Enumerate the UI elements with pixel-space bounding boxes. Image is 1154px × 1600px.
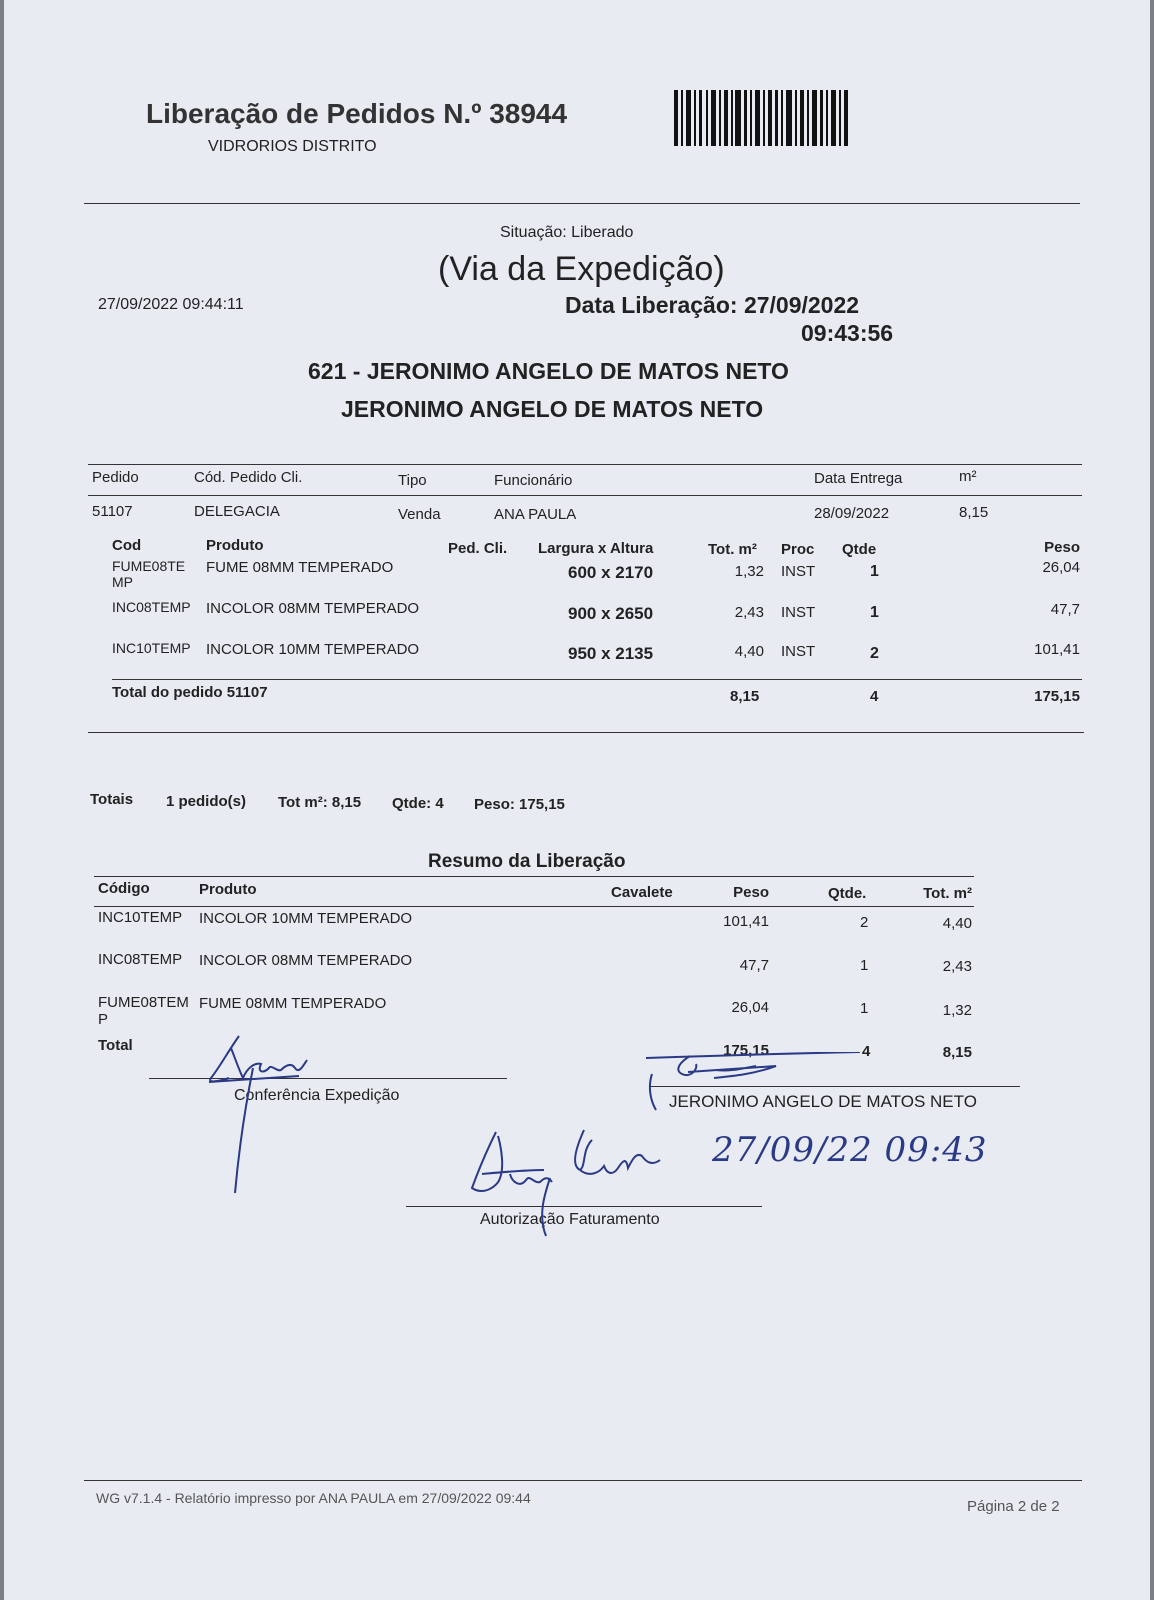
items-col-proc: Proc: [781, 541, 815, 558]
items-col-tot-m2: Tot. m²: [708, 541, 757, 558]
footer-rule: [84, 1480, 1082, 1481]
item-dimensions: 950 x 2135: [568, 644, 654, 663]
footer-page-number: Página 2 de 2: [967, 1498, 1060, 1515]
totals-qtde: Qtde: 4: [392, 795, 444, 812]
item-dimensions: 600 x 2170: [568, 563, 654, 582]
summary-tot-m2: 1,32: [942, 1002, 972, 1019]
totals-peso: Peso: 175,15: [474, 796, 565, 813]
handwritten-date: 27/09/22 09:43: [712, 1130, 988, 1170]
item-tot-m2: 1,32: [734, 563, 764, 580]
order-m2: 8,15: [959, 504, 989, 521]
col-tipo: Tipo: [398, 472, 427, 489]
col-pedido: Pedido: [92, 469, 139, 486]
item-tot-m2: 2,43: [734, 604, 764, 621]
summary-col-qtde: Qtde.: [828, 885, 867, 902]
item-product: INCOLOR 08MM TEMPERADO: [206, 600, 420, 617]
totals-label: Totais: [90, 791, 134, 808]
release-date-label: Data Liberação: 27/09/2022: [565, 292, 860, 318]
summary-tot-m2: 4,40: [942, 915, 972, 932]
col-cod-pedido-cli: Cód. Pedido Cli.: [194, 469, 303, 486]
item-dimensions: 900 x 2650: [568, 604, 654, 623]
signature-label-customer: JERONIMO ANGELO DE MATOS NETO: [669, 1092, 977, 1111]
order-type: Venda: [398, 506, 441, 523]
order-total-peso: 175,15: [1034, 688, 1080, 705]
item-qtde: 1: [870, 604, 879, 621]
summary-code: INC10TEMP: [98, 909, 183, 926]
item-peso: 26,04: [1042, 559, 1080, 576]
summary-col-produto: Produto: [199, 881, 257, 898]
col-funcionario: Funcionário: [494, 472, 573, 489]
item-proc: INST: [781, 643, 816, 660]
handwritten-signature-expedicao: [199, 1028, 319, 1198]
col-data-entrega: Data Entrega: [814, 470, 903, 487]
item-qtde: 1: [870, 563, 879, 580]
item-peso: 101,41: [1034, 641, 1080, 658]
document-title: Liberação de Pedidos N.º 38944: [146, 98, 568, 129]
summary-total-tot-m2: 8,15: [942, 1044, 972, 1061]
summary-code: INC08TEMP: [98, 951, 183, 968]
summary-peso: 26,04: [731, 999, 769, 1016]
items-col-largura-altura: Largura x Altura: [538, 540, 654, 557]
footer-print-info: WG v7.1.4 - Relatório impresso por ANA PAULA em 27/09/2022 09:44: [96, 1490, 531, 1506]
summary-total-label: Total: [98, 1037, 133, 1054]
item-qtde: 2: [870, 645, 879, 662]
items-col-produto: Produto: [206, 537, 264, 554]
order-total-m2: 8,15: [730, 688, 760, 705]
order-table-bottom-rule: [88, 732, 1084, 733]
items-col-peso: Peso: [1044, 539, 1080, 556]
summary-product: INCOLOR 10MM TEMPERADO: [199, 910, 413, 927]
handwritten-signature-customer: [644, 1052, 864, 1114]
item-product: FUME 08MM TEMPERADO: [206, 559, 394, 576]
items-total-rule: [112, 679, 1082, 680]
summary-product: FUME 08MM TEMPERADO: [199, 995, 387, 1012]
order-number: 51107: [92, 503, 133, 520]
delivery-date: 28/09/2022: [814, 505, 890, 522]
item-code: FUME08TEMP: [112, 558, 186, 590]
handwritten-signature-faturamento: [464, 1126, 674, 1242]
order-total-label: Total do pedido 51107: [112, 684, 268, 701]
copy-type-title: (Via da Expedição): [438, 250, 725, 288]
item-proc: INST: [781, 563, 816, 580]
summary-col-peso: Peso: [733, 884, 769, 901]
summary-top-rule: [94, 876, 974, 877]
summary-title: Resumo da Liberação: [428, 851, 626, 872]
header-divider: [84, 203, 1080, 204]
summary-code: FUME08TEMP: [98, 994, 189, 1028]
barcode-icon: [672, 90, 850, 146]
summary-col-tot-m2: Tot. m²: [923, 885, 972, 902]
item-tot-m2: 4,40: [734, 643, 764, 660]
item-proc: INST: [781, 604, 816, 621]
item-code: INC08TEMP: [112, 599, 191, 615]
summary-total-peso: 175,15: [723, 1042, 769, 1059]
document-page: [4, 0, 1150, 1600]
summary-header-rule: [94, 906, 974, 907]
company-name: VIDRORIOS DISTRITO: [208, 138, 377, 155]
order-table-top-rule: [88, 464, 1082, 465]
item-peso: 47,7: [1050, 601, 1080, 618]
summary-peso: 47,7: [739, 957, 769, 974]
items-col-cod: Cod: [112, 537, 142, 554]
customer-code-name: 621 - JERONIMO ANGELO DE MATOS NETO: [308, 358, 789, 384]
order-table-header-rule: [88, 495, 1082, 496]
col-m2: m²: [959, 468, 977, 485]
release-time: 09:43:56: [801, 320, 894, 346]
summary-product: INCOLOR 08MM TEMPERADO: [199, 952, 413, 969]
items-col-qtde: Qtde: [842, 541, 877, 558]
items-col-ped-cli: Ped. Cli.: [448, 540, 508, 557]
customer-name: JERONIMO ANGELO DE MATOS NETO: [341, 396, 764, 422]
print-timestamp: 27/09/2022 09:44:11: [98, 296, 244, 313]
summary-qtde: 2: [860, 914, 869, 931]
summary-peso: 101,41: [723, 913, 769, 930]
signature-label-expedicao: Conferência Expedição: [234, 1087, 400, 1104]
totals-orders: 1 pedido(s): [166, 793, 247, 810]
summary-qtde: 1: [860, 1000, 869, 1017]
summary-col-cavalete: Cavalete: [611, 884, 673, 901]
client-order-code: DELEGACIA: [194, 503, 280, 520]
summary-col-codigo: Código: [98, 880, 150, 897]
item-product: INCOLOR 10MM TEMPERADO: [206, 641, 420, 658]
summary-tot-m2: 2,43: [942, 958, 972, 975]
employee: ANA PAULA: [494, 506, 577, 523]
status-text: Situação: Liberado: [500, 224, 634, 241]
order-total-qtde: 4: [870, 688, 879, 705]
item-code: INC10TEMP: [112, 640, 191, 656]
totals-m2: Tot m²: 8,15: [278, 794, 362, 811]
summary-total-qtde: 4: [862, 1043, 871, 1060]
signature-label-faturamento: Autorização Faturamento: [480, 1211, 660, 1228]
summary-qtde: 1: [860, 957, 869, 974]
